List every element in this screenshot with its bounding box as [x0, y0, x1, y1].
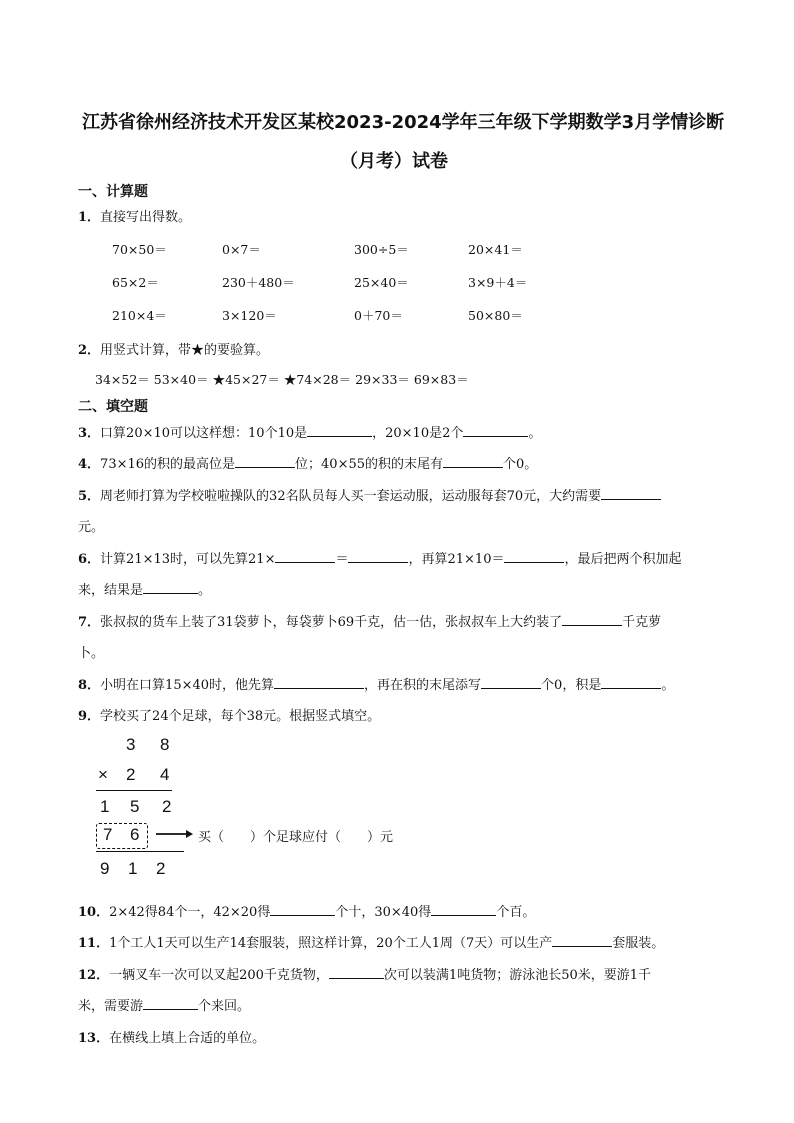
question-text: 口算20×10可以这样想：10个10是 [100, 426, 308, 441]
question-6 [78, 548, 681, 567]
vertical-annotation: 买（ ）个足球应付（ ）元 [198, 830, 394, 845]
question-text: 个百。 [496, 905, 536, 920]
vertical-rule-line [96, 851, 184, 852]
question-text: 用竖式计算，带★的要验算。 [100, 343, 270, 358]
calc-item: 29×33＝ [355, 372, 410, 387]
answer-blank[interactable] [481, 675, 541, 689]
answer-blank[interactable] [562, 612, 622, 626]
calc-item: 0＋70＝ [354, 308, 403, 323]
calc-item: ★45×27＝ [212, 372, 280, 387]
question-text: ＝ [335, 552, 349, 567]
question-text: 个0。 [503, 457, 538, 472]
question-7 [78, 611, 661, 630]
question-text: 一辆叉车一次可以叉起200千克货物， [109, 968, 329, 983]
question-12-continued [78, 995, 250, 1014]
calc-item: 53×40＝ [153, 372, 209, 387]
calc-item: 69×83＝ [413, 372, 469, 387]
digit: 2 [162, 797, 172, 816]
digit: 1 [100, 797, 110, 816]
answer-blank[interactable] [601, 675, 661, 689]
question-text: ，再算21×10＝ [408, 552, 505, 567]
question-2 [78, 339, 269, 358]
question-number: 10． [78, 905, 110, 920]
question-text: ，再在积的末尾添写 [364, 678, 482, 693]
digit: 7 [103, 825, 113, 844]
question-text: 。 [661, 678, 675, 693]
question-text: 位；40×55的积的末尾有 [295, 457, 444, 472]
question-number: 1． [78, 210, 101, 225]
question-text: 2×42得84个一，42×20得 [109, 905, 271, 920]
question-number: 9． [78, 709, 101, 724]
question-9 [78, 705, 380, 724]
calc-item: 230＋480＝ [222, 275, 295, 290]
digit: 6 [130, 825, 140, 844]
vertical-rule-line [96, 790, 172, 791]
digit: 3 [126, 735, 136, 754]
question-text: 个来回。 [198, 999, 251, 1014]
calc-item: 65×2＝ [112, 275, 159, 290]
calc-item: 25×40＝ [354, 275, 409, 290]
calc-item: ★74×28＝ [283, 372, 352, 387]
question-text: 。 [528, 426, 542, 441]
answer-blank[interactable] [329, 965, 384, 979]
question-number: 11． [78, 936, 110, 951]
question-1 [78, 206, 191, 225]
question-text: 来，结果是 [78, 583, 144, 598]
question-text: 学校买了24个足球，每个38元。根据竖式填空。 [100, 709, 381, 724]
calc-item: 3×9＋4＝ [468, 275, 528, 290]
question-text: 1个工人1天可以生产14套服装，照这样计算，20个工人1周（7天）可以生产 [109, 936, 553, 951]
question-number: 2． [78, 343, 101, 358]
question-number: 13． [78, 1031, 110, 1046]
question-number: 8． [78, 678, 101, 693]
question-text: ，20×10是2个 [372, 426, 464, 441]
digit: 2 [126, 765, 136, 784]
answer-blank[interactable] [143, 996, 198, 1010]
question-text: 在横线上填上合适的单位。 [109, 1031, 266, 1046]
question-text: 73×16的积的最高位是 [100, 457, 236, 472]
question-4 [78, 453, 537, 472]
calc-item: 20×41＝ [468, 242, 523, 257]
digit: 5 [130, 797, 140, 816]
section-heading-calculation: 一、计算题 [78, 184, 148, 200]
answer-blank[interactable] [274, 675, 364, 689]
answer-blank[interactable] [143, 580, 198, 594]
question-text: 张叔叔的货车上装了31袋萝卜，每袋萝卜69千克，估一估，张叔叔车上大约装了 [100, 615, 563, 630]
answer-blank[interactable] [275, 549, 335, 563]
arrow-right-icon [154, 828, 194, 840]
vertical-calc-list [95, 370, 469, 388]
answer-blank[interactable] [431, 902, 496, 916]
question-number: 4． [78, 457, 101, 472]
answer-blank[interactable] [463, 423, 528, 437]
question-11 [78, 932, 664, 951]
answer-blank[interactable] [348, 549, 408, 563]
answer-blank[interactable] [443, 454, 503, 468]
question-number: 7． [78, 615, 101, 630]
question-6-continued [78, 579, 211, 598]
question-text: 次可以装满1吨货物；游泳池长50米，要游1千 [383, 968, 652, 983]
digit: 8 [160, 735, 170, 754]
multiply-sign: × [98, 765, 108, 784]
section-heading-fill-blank: 二、填空题 [78, 399, 148, 415]
answer-blank[interactable] [552, 933, 612, 947]
page-title-line-2: （月考）试卷 [340, 151, 448, 172]
question-text: 周老师打算为学校啦啦操队的32名队员每人买一套运动服，运动服每套70元，大约需要 [100, 489, 602, 504]
question-8 [78, 674, 674, 693]
question-text: 小明在口算15×40时，他先算 [100, 678, 275, 693]
answer-blank[interactable] [235, 454, 295, 468]
digit: 9 [100, 859, 110, 878]
question-number: 5． [78, 489, 101, 504]
question-text: 个0，积是 [541, 678, 602, 693]
question-text: 千克萝 [622, 615, 662, 630]
question-text: 。 [198, 583, 212, 598]
question-5-continued: 元。 [78, 520, 105, 535]
question-text: ，最后把两个积加起 [564, 552, 682, 567]
calc-item: 300÷5＝ [354, 242, 409, 257]
digit: 4 [160, 765, 170, 784]
answer-blank[interactable] [270, 902, 335, 916]
question-text: 计算21×13时，可以先算21× [100, 552, 276, 567]
question-12 [78, 964, 651, 983]
calc-item: 50×80＝ [468, 308, 523, 323]
question-10 [78, 901, 535, 920]
answer-blank[interactable] [307, 423, 372, 437]
question-number: 3． [78, 426, 101, 441]
answer-blank[interactable] [601, 486, 661, 500]
calc-item: 34×52＝ [95, 372, 150, 387]
question-text: 米，需要游 [78, 999, 144, 1014]
question-number: 12． [78, 968, 110, 983]
digit: 2 [156, 859, 166, 878]
question-13 [78, 1027, 265, 1046]
question-text: 套服装。 [612, 936, 665, 951]
calc-item: 210×4＝ [112, 308, 167, 323]
question-number: 6． [78, 552, 101, 567]
question-7-continued: 卜。 [78, 646, 105, 661]
question-5 [78, 485, 661, 504]
answer-blank[interactable] [504, 549, 564, 563]
question-3 [78, 422, 541, 441]
question-text: 直接写出得数。 [100, 210, 192, 225]
calc-item: 3×120＝ [222, 308, 277, 323]
digit: 1 [128, 859, 138, 878]
page-title-line-1: 江苏省徐州经济技术开发区某校2023-2024学年三年级下学期数学3月学情诊断 [82, 112, 725, 133]
calc-item: 0×7＝ [222, 242, 261, 257]
calc-item: 70×50＝ [112, 242, 167, 257]
question-text: 个十，30×40得 [335, 905, 432, 920]
